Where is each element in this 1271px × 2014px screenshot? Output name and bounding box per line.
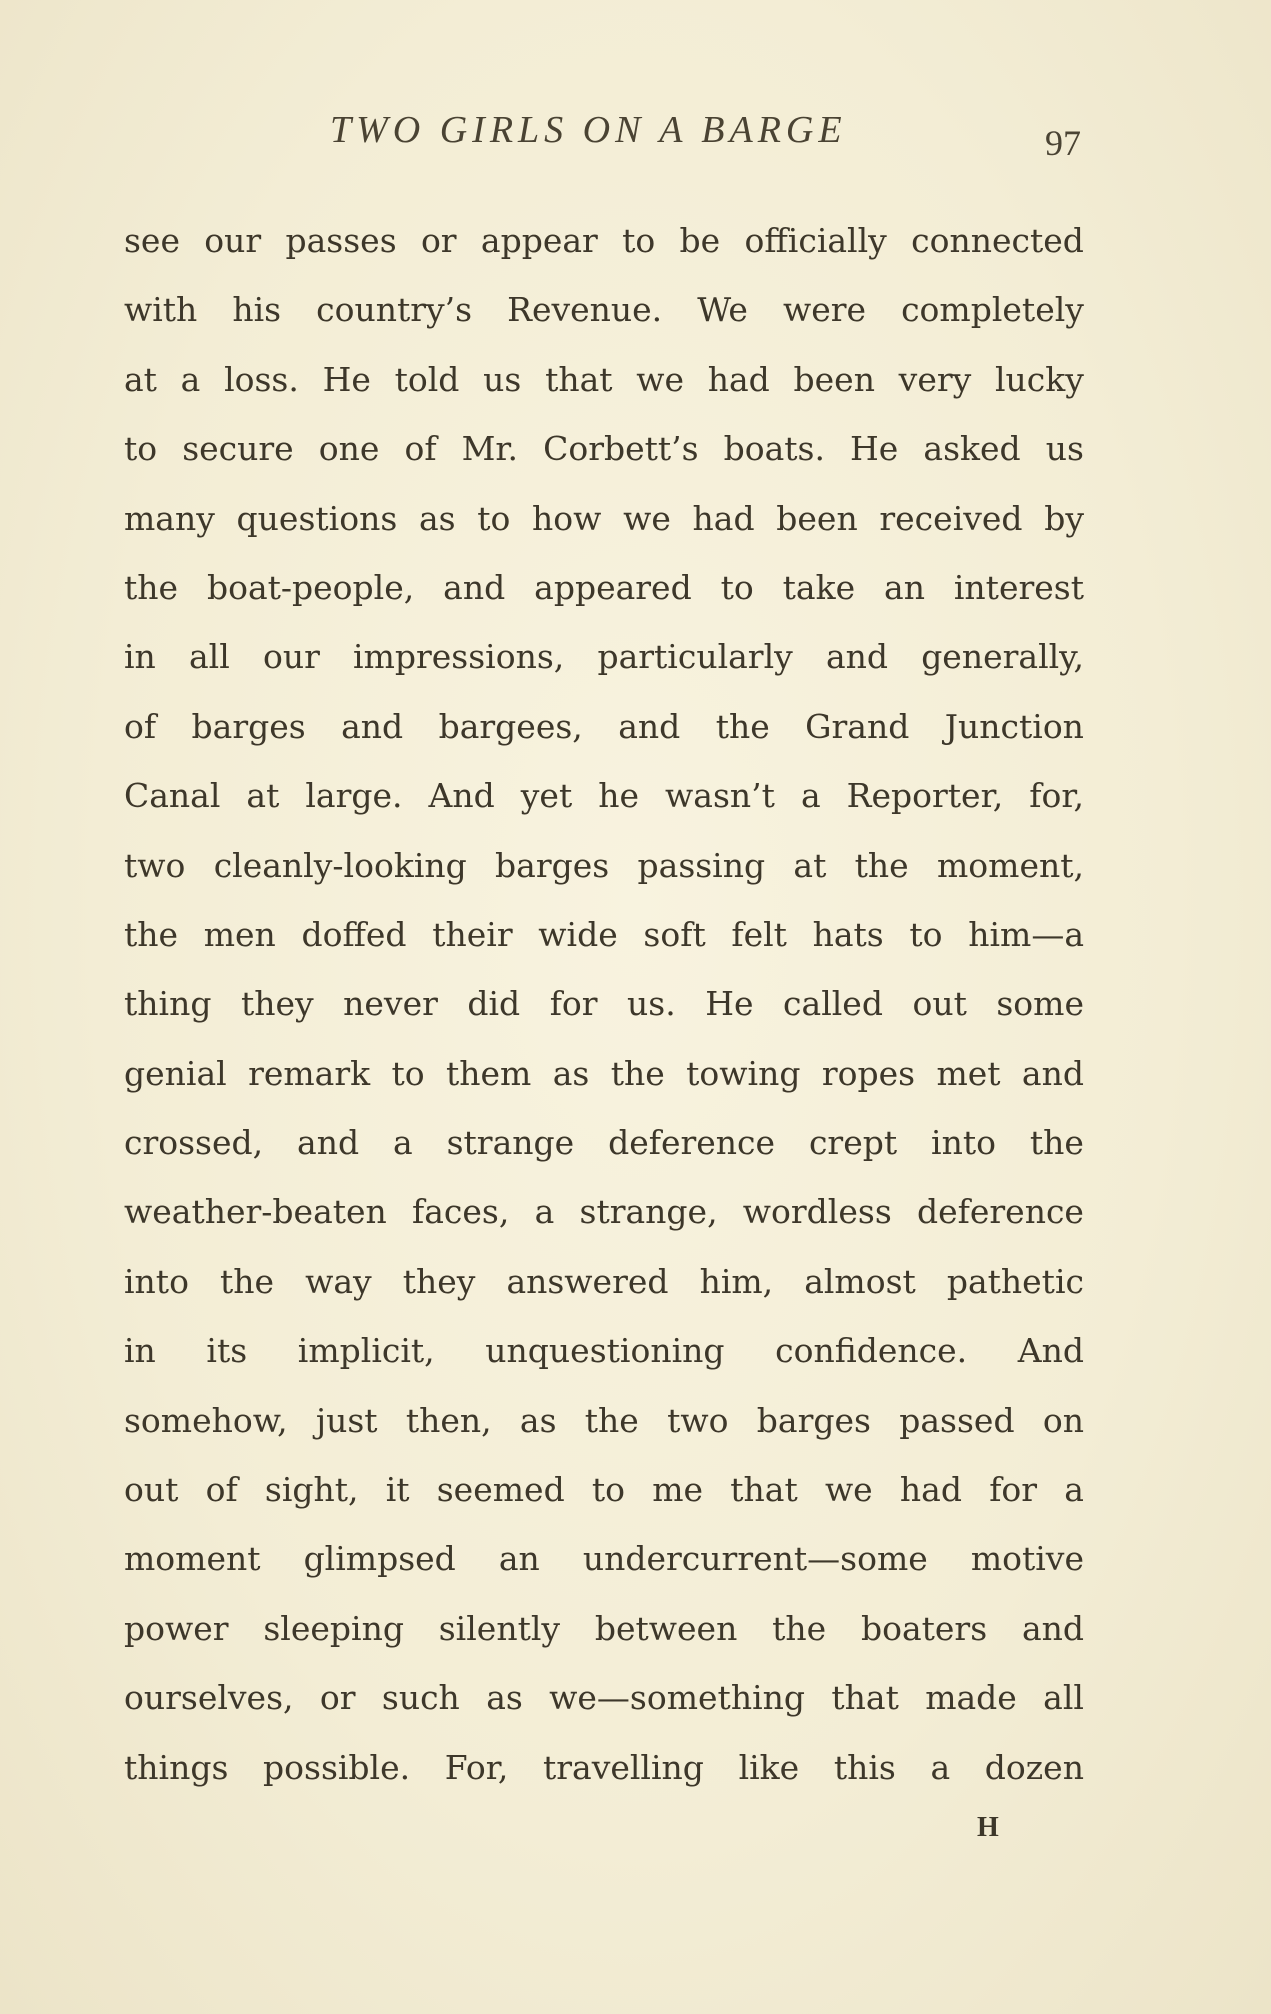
text-line xyxy=(124,1663,1084,1732)
word: and xyxy=(341,706,404,746)
word: at xyxy=(246,776,280,816)
word: into xyxy=(931,1123,996,1163)
word: glimpsed xyxy=(303,1539,456,1579)
word: Corbett’s xyxy=(543,429,699,469)
word: the xyxy=(124,567,179,607)
word: deference xyxy=(608,1123,776,1163)
word: told xyxy=(394,359,460,399)
word: been xyxy=(776,498,858,538)
word: us xyxy=(483,359,522,399)
word: a xyxy=(534,1192,555,1232)
word: a xyxy=(1064,1470,1084,1510)
word: and xyxy=(1021,1053,1084,1093)
word: faces, xyxy=(412,1192,510,1232)
word: at xyxy=(793,845,827,885)
word: of xyxy=(124,706,157,746)
text-line xyxy=(124,1039,1084,1108)
text-line xyxy=(124,206,1084,275)
word: a xyxy=(930,1747,951,1787)
word: to xyxy=(124,429,158,469)
word: genial xyxy=(124,1053,227,1093)
word: ropes xyxy=(821,1053,916,1093)
word: called xyxy=(783,984,883,1024)
word: crept xyxy=(808,1123,898,1163)
word: we xyxy=(623,498,671,538)
word: they xyxy=(240,984,314,1024)
word: Reporter, xyxy=(846,776,1004,816)
text-line xyxy=(124,1594,1084,1663)
word: generally, xyxy=(921,637,1084,677)
word: men xyxy=(203,914,276,954)
word: to xyxy=(391,1053,425,1093)
word: And xyxy=(1017,1331,1084,1371)
word: large. xyxy=(305,776,403,816)
word: travelling xyxy=(543,1747,704,1787)
word: we—something xyxy=(549,1678,806,1718)
word: see xyxy=(124,221,180,260)
word: then, xyxy=(405,1400,492,1440)
text-line xyxy=(124,900,1084,969)
word: hats xyxy=(812,914,884,954)
word: For, xyxy=(444,1747,509,1787)
word: pathetic xyxy=(946,1261,1084,1301)
text-line xyxy=(124,761,1084,830)
word: in xyxy=(124,637,156,677)
word: seemed xyxy=(436,1470,565,1510)
word: deference xyxy=(917,1192,1084,1232)
word: how xyxy=(532,498,602,538)
word: soft xyxy=(643,914,706,954)
word: sight, xyxy=(264,1470,359,1510)
word: the xyxy=(610,1053,665,1093)
word: completely xyxy=(901,290,1084,330)
word: Canal xyxy=(124,776,221,816)
text-line xyxy=(124,553,1084,622)
text-line xyxy=(124,1733,1084,1802)
word: that xyxy=(730,1470,798,1510)
word: strange xyxy=(446,1123,575,1163)
word: appear xyxy=(480,221,598,260)
word: the xyxy=(124,914,179,954)
signature-mark: H xyxy=(977,1812,999,1843)
word: an xyxy=(884,567,925,607)
word: doffed xyxy=(301,914,407,954)
word: impressions, xyxy=(353,637,565,677)
word: and xyxy=(618,706,681,746)
word: a xyxy=(180,359,201,399)
word: were xyxy=(782,290,867,330)
text-line xyxy=(124,345,1084,414)
word: strange, xyxy=(579,1192,718,1232)
word: and xyxy=(297,1123,360,1163)
word: Junction xyxy=(944,706,1084,746)
word: moment xyxy=(124,1539,261,1579)
word: our xyxy=(204,221,262,260)
word: our xyxy=(262,637,320,677)
word: they xyxy=(402,1261,476,1301)
word: as xyxy=(418,498,456,538)
text-line xyxy=(124,1524,1084,1593)
word: the xyxy=(854,845,909,885)
running-title: TWO GIRLS ON A BARGE xyxy=(330,109,847,151)
word: that xyxy=(545,359,613,399)
word: He xyxy=(705,984,754,1024)
text-line xyxy=(124,1386,1084,1455)
word: all xyxy=(188,637,230,677)
word: as xyxy=(552,1053,590,1093)
text-line xyxy=(124,1455,1084,1524)
word: as xyxy=(519,1400,557,1440)
word: them xyxy=(446,1053,532,1093)
word: met xyxy=(936,1053,1001,1093)
text-line xyxy=(124,692,1084,761)
word: towing xyxy=(686,1053,801,1093)
word: unquestioning xyxy=(485,1331,725,1371)
text-line xyxy=(124,414,1084,483)
word: dozen xyxy=(984,1747,1084,1787)
word: me xyxy=(652,1470,704,1510)
word: two xyxy=(124,845,186,885)
word: appeared xyxy=(534,567,692,607)
word: in xyxy=(124,1331,156,1371)
word: for, xyxy=(1029,776,1084,816)
word: Grand xyxy=(805,706,910,746)
word: that xyxy=(831,1678,899,1718)
word: such xyxy=(381,1678,460,1718)
text-line xyxy=(124,275,1084,344)
word: And xyxy=(428,776,495,816)
word: He xyxy=(322,359,371,399)
word: him—a xyxy=(968,914,1084,954)
word: been xyxy=(793,359,875,399)
word: an xyxy=(498,1539,540,1579)
word: as xyxy=(486,1678,523,1718)
word: to xyxy=(591,1470,626,1510)
word: thing xyxy=(124,984,212,1024)
word: we xyxy=(636,359,685,399)
word: particularly xyxy=(597,637,793,677)
word: passes xyxy=(285,221,397,260)
word: interest xyxy=(953,567,1084,607)
word: and xyxy=(1021,1608,1084,1648)
word: lucky xyxy=(994,359,1084,399)
word: way xyxy=(305,1261,372,1301)
word: questions xyxy=(236,498,398,538)
word: take xyxy=(782,567,856,607)
word: made xyxy=(925,1678,1017,1718)
word: did xyxy=(467,984,521,1024)
word: by xyxy=(1044,498,1084,538)
running-head xyxy=(0,108,1271,168)
word: the xyxy=(715,706,770,746)
word: passed xyxy=(899,1400,1015,1440)
word: we xyxy=(824,1470,873,1510)
word: almost xyxy=(804,1261,916,1301)
word: barges xyxy=(495,845,610,885)
word: the xyxy=(219,1261,275,1301)
page-number: 97 xyxy=(1045,123,1081,163)
word: had xyxy=(707,359,770,399)
word: for xyxy=(549,984,598,1024)
word: or xyxy=(420,221,457,260)
word: never xyxy=(343,984,438,1024)
word: out xyxy=(124,1470,179,1510)
text-line xyxy=(124,969,1084,1038)
word: with xyxy=(124,290,198,330)
word: remark xyxy=(248,1053,371,1093)
body-text xyxy=(124,206,1084,1802)
word: a xyxy=(800,776,821,816)
text-line xyxy=(124,1247,1084,1316)
word: to xyxy=(909,914,943,954)
text-line xyxy=(124,1316,1084,1385)
word: implicit, xyxy=(297,1331,435,1371)
word: weather-beaten xyxy=(124,1192,387,1232)
word: cleanly-looking xyxy=(213,845,467,885)
word: Revenue. xyxy=(507,290,663,330)
word: We xyxy=(697,290,748,330)
word: had xyxy=(692,498,755,538)
word: motive xyxy=(970,1539,1084,1579)
word: their xyxy=(432,914,513,954)
word: felt xyxy=(731,914,787,954)
text-line xyxy=(124,622,1084,691)
word: and xyxy=(443,567,506,607)
text-line xyxy=(124,484,1084,553)
word: and xyxy=(825,637,889,677)
word: moment, xyxy=(937,845,1084,885)
word: into xyxy=(124,1261,189,1301)
word: silently xyxy=(438,1608,561,1648)
word: received xyxy=(879,498,1023,538)
word: on xyxy=(1042,1400,1084,1440)
word: boaters xyxy=(860,1608,988,1648)
word: out xyxy=(912,984,967,1024)
word: one xyxy=(318,429,380,469)
word: passing xyxy=(637,845,766,885)
word: or xyxy=(319,1678,356,1718)
word: wasn’t xyxy=(665,776,775,816)
word: to xyxy=(720,567,754,607)
word: all xyxy=(1043,1678,1084,1718)
word: just xyxy=(315,1400,378,1440)
word: bargees, xyxy=(438,706,583,746)
word: boats. xyxy=(723,429,825,469)
word: some xyxy=(996,984,1084,1024)
word: be xyxy=(679,221,721,260)
word: things xyxy=(124,1747,229,1787)
word: us xyxy=(1045,429,1084,469)
word: connected xyxy=(911,221,1084,260)
word: He xyxy=(850,429,899,469)
text-line xyxy=(124,1177,1084,1246)
word: crossed, xyxy=(124,1123,264,1163)
text-line xyxy=(124,831,1084,900)
word: the xyxy=(772,1608,827,1648)
word: very xyxy=(898,359,972,399)
word: asked xyxy=(923,429,1021,469)
word: barges xyxy=(756,1400,871,1440)
word: yet xyxy=(520,776,573,816)
word: loss. xyxy=(224,359,299,399)
word: Mr. xyxy=(461,429,519,469)
word: country’s xyxy=(316,290,473,330)
word: between xyxy=(594,1608,738,1648)
word: sleeping xyxy=(263,1608,404,1648)
word: to xyxy=(477,498,511,538)
word: at xyxy=(124,359,157,399)
word: of xyxy=(404,429,437,469)
text-line xyxy=(124,1108,1084,1177)
word: of xyxy=(205,1470,238,1510)
word: he xyxy=(598,776,640,816)
word: answered xyxy=(506,1261,669,1301)
word: his xyxy=(232,290,282,330)
word: had xyxy=(899,1470,962,1510)
word: wide xyxy=(538,914,618,954)
word: a xyxy=(393,1123,413,1163)
word: secure xyxy=(182,429,294,469)
word: confidence. xyxy=(775,1331,968,1371)
word: for xyxy=(989,1470,1038,1510)
word: many xyxy=(124,498,215,538)
word: to xyxy=(622,221,656,260)
word: barges xyxy=(191,706,306,746)
word: him, xyxy=(699,1261,774,1301)
word: officially xyxy=(744,221,887,260)
word: somehow, xyxy=(124,1400,288,1440)
word: the xyxy=(584,1400,639,1440)
word: two xyxy=(667,1400,729,1440)
word: boat-people, xyxy=(206,567,415,607)
word: it xyxy=(385,1470,410,1510)
word: power xyxy=(124,1608,229,1648)
word: possible. xyxy=(263,1747,411,1787)
word: us. xyxy=(627,984,676,1024)
word: this xyxy=(833,1747,896,1787)
word: undercurrent—some xyxy=(582,1539,928,1579)
word: wordless xyxy=(742,1192,892,1232)
word: ourselves, xyxy=(124,1678,294,1718)
word: the xyxy=(1029,1123,1084,1163)
word: like xyxy=(738,1747,800,1787)
word: its xyxy=(206,1331,248,1371)
